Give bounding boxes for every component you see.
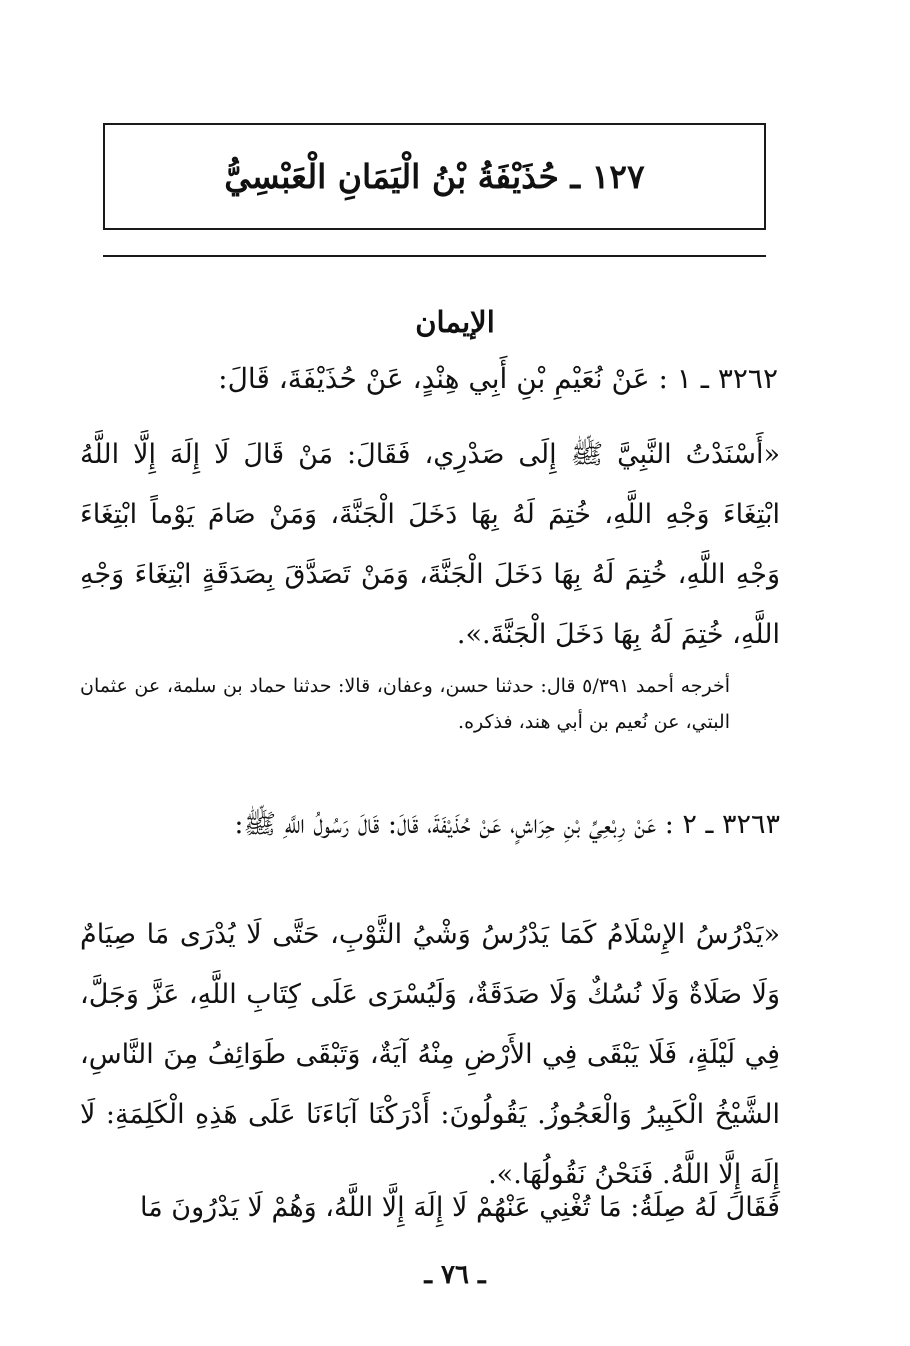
hadith-1-heading: ٣٢٦٢ ـ ١ : عَنْ نُعَيْمِ بْنِ أَبِي هِنْدٍ، عَنْ حُذَيْفَةَ، قَالَ: [218, 362, 778, 395]
hadith-2-heading: ٣٢٦٣ ـ ٢ : عَنْ رِبْعِيِّ بْنِ حِرَاشٍ، عَنْ حُذَيْفَةَ، قَالَ: قَالَ رَسُولُ اللَّهِ ﷺ: [234, 809, 780, 840]
section-heading: الإيمان [415, 305, 495, 339]
chapter-title-box [103, 123, 766, 230]
chapter-title: ١٢٧ ـ حُذَيْفَةُ بْنُ الْيَمَانِ الْعَبْسِيُّ [224, 157, 645, 196]
hadith-1-text: «أَسْنَدْتُ النَّبِيَّ ﷺ إِلَى صَدْرِي، فَقَالَ: مَنْ قَالَ لَا إِلَهَ إِلَّا اللَّهُ ابْتِغَاءَ وَجْهِ اللَّهِ، خُتِمَ لَهُ بِهَا دَخَلَ الْجَنَّةَ، وَمَنْ صَامَ يَوْماً ابْتِغَاءَ وَجْهِ اللَّهِ، خُتِمَ لَهُ بِهَا دَخَلَ الْجَنَّةَ، وَمَنْ تَصَدَّقَ بِصَدَقَةٍ ابْتِغَاءَ وَجْهِ اللَّهِ، خُتِمَ لَهُ بِهَا دَخَلَ الْجَنَّةَ.». [80, 439, 780, 650]
hadith-1-note: أخرجه أحمد ٥/٣٩١ قال: حدثنا حسن، وعفان، قالا: حدثنا حماد بن سلمة، عن عثمان البتي، عن نُعيم بن أبي هند، فذكره. [80, 675, 731, 733]
hadith-2-text: «يَدْرُسُ الإِسْلَامُ كَمَا يَدْرُسُ وَشْيُ الثَّوْبِ، حَتَّى لَا يُدْرَى مَا صِيَامٌ وَلَا صَلَاةٌ وَلَا نُسُكٌ وَلَا صَدَقَةٌ، وَلَيُسْرَى عَلَى كِتَابِ اللَّهِ، عَزَّ وَجَلَّ، فِي لَيْلَةٍ، فَلَا يَبْقَى فِي الأَرْضِ مِنْهُ آيَةٌ، وَتَبْقَى طَوَائِفُ مِنَ النَّاسِ، الشَّيْخُ الْكَبِيرُ وَالْعَجُوزُ. يَقُولُونَ: أَدْرَكْنَا آبَاءَنَا عَلَى هَذِهِ الْكَلِمَةِ: لَا إِلَهَ إِلَّا اللَّهُ. فَنَحْنُ نَقُولُهَا.». [80, 919, 780, 1190]
page-number: ـ ٧٦ ـ [424, 1260, 486, 1290]
title-divider [103, 255, 766, 257]
hadith-2-continuation: فَقَالَ لَهُ صِلَةُ: مَا تُغْنِي عَنْهُمْ لَا إِلَهَ إِلَّا اللَّهُ، وَهُمْ لَا يَدْرُونَ مَا [140, 1192, 780, 1223]
